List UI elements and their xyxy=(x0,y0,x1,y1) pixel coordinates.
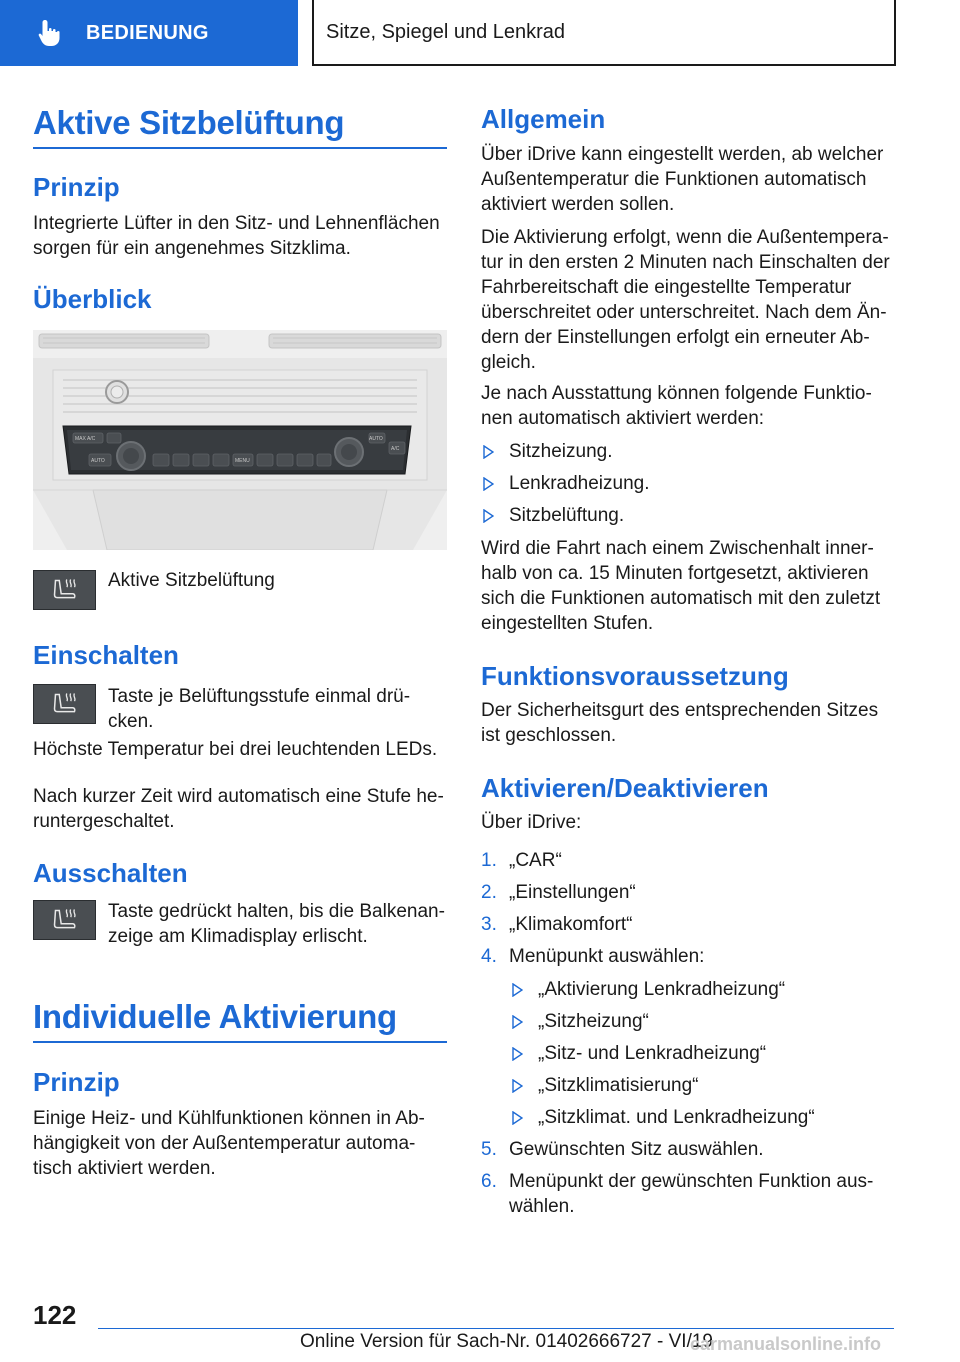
heading-prinzip-2: Prinzip xyxy=(33,1067,120,1097)
panel-label-auto-left: AUTO xyxy=(91,458,105,464)
bullet-item: Lenkradheizung. xyxy=(509,473,650,494)
step-text: Menüpunkt auswählen: xyxy=(509,946,705,967)
heading-rule xyxy=(33,147,447,149)
bullet-triangle-icon xyxy=(512,1079,523,1093)
header-chapter-title: Sitze, Spiegel und Lenkrad xyxy=(312,0,896,66)
heading-aktive-sitzbelueftung: Aktive Sitzbelüftung xyxy=(33,104,345,141)
sub-option: „Sitzklimat. und Lenkradheizung“ xyxy=(538,1107,815,1128)
paragraph-ausschalten-button: Taste gedrückt halten, bis die Balkenan-zeige am Klimadisplay erlischt. xyxy=(108,901,445,947)
paragraph-allgemein-2: Die Aktivierung erfolgt, wenn die Außentempera-tur in den ersten 2 Minuten nach Einschalten der Fahrbereitschaft die eingestellte Temperatur überschreitet oder unterschreitet. Nach dem Än-dern der Einstellungen erfolgt ein erneuter Ab-gleich. xyxy=(481,227,890,373)
header-section-label: BEDIENUNG xyxy=(86,21,209,44)
sub-option: „Sitzklimatisierung“ xyxy=(538,1075,699,1096)
heading-ueberblick: Überblick xyxy=(33,284,152,314)
paragraph-hoechste-temperatur: Höchste Temperatur bei drei leuchtenden LEDs. xyxy=(33,739,438,760)
step-number: 2. xyxy=(481,882,497,903)
step-number: 3. xyxy=(481,914,497,935)
icon-caption: Aktive Sitzbelüftung xyxy=(108,570,275,591)
footer-online-version: Online Version für Sach-Nr. 01402666727 - VI/19 xyxy=(300,1331,713,1352)
heading-einschalten: Einschalten xyxy=(33,640,179,670)
heading-individuelle-aktivierung: Individuelle Aktivierung xyxy=(33,998,397,1035)
step-text: Gewünschten Sitz auswählen. xyxy=(509,1139,764,1160)
sub-option: „Sitzheizung“ xyxy=(538,1011,649,1032)
bullet-triangle-icon xyxy=(483,445,494,459)
heading-ausschalten: Ausschalten xyxy=(33,858,188,888)
seat-ventilation-button-icon xyxy=(33,684,96,724)
bullet-item: Sitzheizung. xyxy=(509,441,613,462)
bullet-triangle-icon xyxy=(483,509,494,523)
paragraph-ueber-idrive: Über iDrive: xyxy=(481,812,582,833)
step-number: 4. xyxy=(481,946,497,967)
hand-pointer-icon xyxy=(36,18,64,48)
step-number: 5. xyxy=(481,1139,497,1160)
sub-option: „Aktivierung Lenkradheizung“ xyxy=(538,979,786,1000)
panel-label-auto-right: AUTO xyxy=(369,436,383,442)
paragraph-allgemein-4: Wird die Fahrt nach einem Zwischenhalt inner-halb von ca. 15 Minuten fortgesetzt, aktivieren sich die Funktionen automatisch mit den zuletzt eingestellten Stufen. xyxy=(481,538,881,634)
heading-prinzip: Prinzip xyxy=(33,172,120,202)
bullet-triangle-icon xyxy=(512,1047,523,1061)
step-number: 1. xyxy=(481,850,497,871)
bullet-triangle-icon xyxy=(483,477,494,491)
heading-allgemein: Allgemein xyxy=(481,104,606,134)
bullet-triangle-icon xyxy=(512,1111,523,1125)
panel-label-max-ac: MAX A/C xyxy=(75,436,96,442)
heading-aktivieren-deaktivieren: Aktivieren/Deaktivieren xyxy=(481,773,769,803)
panel-label-ac: A/C xyxy=(391,446,400,452)
bullet-item: Sitzbelüftung. xyxy=(509,505,625,526)
seat-ventilation-button-icon xyxy=(33,570,96,610)
heading-funktionsvoraussetzung: Funktionsvoraussetzung xyxy=(481,661,789,691)
step-text: „Klimakomfort“ xyxy=(509,914,633,935)
step-number: 6. xyxy=(481,1171,497,1192)
paragraph-prinzip-2: Einige Heiz- und Kühlfunktionen können in Ab-hängigkeit von der Außentemperatur automa-tisch aktiviert werden. xyxy=(33,1108,425,1179)
page-number: 122 xyxy=(33,1300,77,1330)
watermark: carmanualsonline.info xyxy=(690,1334,882,1354)
panel-label-menu: MENU xyxy=(235,458,250,464)
bullet-triangle-icon xyxy=(512,1015,523,1029)
paragraph-allgemein-1: Über iDrive kann eingestellt werden, ab welcher Außentemperatur die Funktionen automatisch aktiviert werden sollen. xyxy=(481,144,884,215)
paragraph-funktionsvoraussetzung: Der Sicherheitsgurt des entsprechenden Sitzes ist geschlossen. xyxy=(481,700,879,746)
step-text: „CAR“ xyxy=(509,850,562,871)
paragraph-stufe-heruntergeschaltet: Nach kurzer Zeit wird automatisch eine Stufe he-runtergeschaltet. xyxy=(33,786,444,832)
header-section-tab xyxy=(0,0,298,66)
heading-rule xyxy=(33,1041,447,1043)
bullet-triangle-icon xyxy=(512,983,523,997)
step-text: Menüpunkt der gewünschten Funktion aus-wählen. xyxy=(509,1171,874,1217)
paragraph-prinzip: Integrierte Lüfter in den Sitz- und Lehnenflächen sorgen für ein angenehmes Sitzklima. xyxy=(33,213,440,259)
step-text: „Einstellungen“ xyxy=(509,882,636,903)
climate-control-panel-photo xyxy=(33,330,447,550)
paragraph-allgemein-3: Je nach Ausstattung können folgende Funktio-nen automatisch aktiviert werden: xyxy=(481,383,872,429)
footer-rule xyxy=(98,1328,894,1329)
sub-option: „Sitz- und Lenkradheizung“ xyxy=(538,1043,767,1064)
paragraph-einschalten-button: Taste je Belüftungsstufe einmal drü-cken. xyxy=(108,686,411,732)
seat-ventilation-button-icon xyxy=(33,900,96,940)
